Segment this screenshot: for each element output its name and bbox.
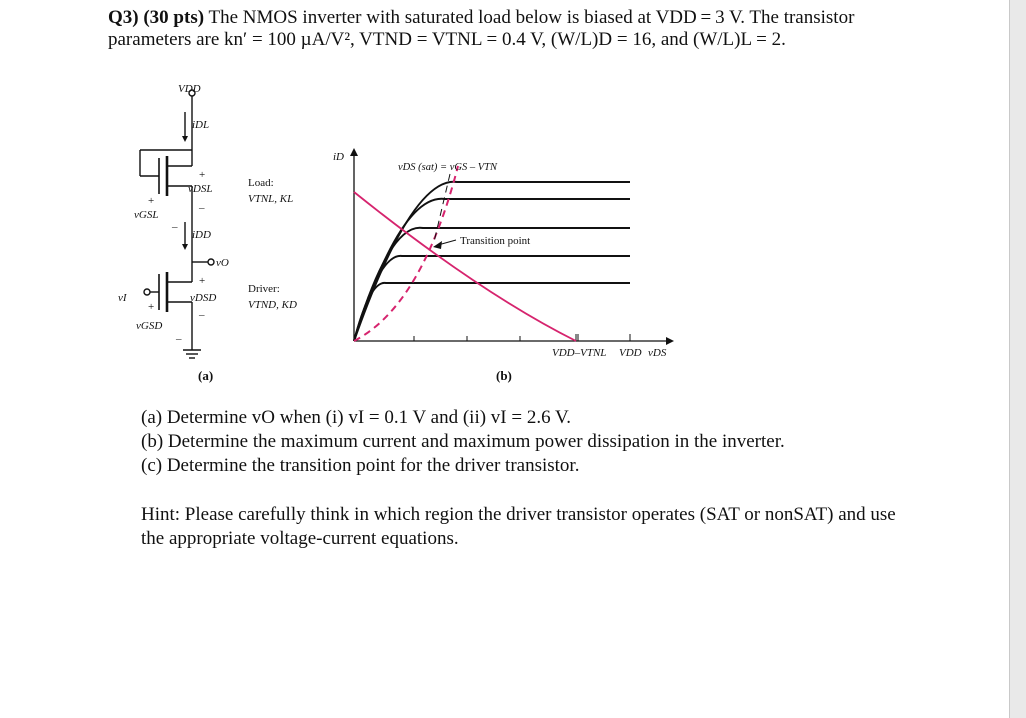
sat-label: vDS (sat) = vGS – VTN	[398, 162, 497, 173]
caption-b: (b)	[496, 368, 512, 383]
load-params: VTNL, KL	[248, 193, 294, 205]
vo-label: vO	[216, 257, 229, 269]
x-axis-label: vDS	[648, 347, 667, 359]
vdd-label: VDD	[178, 83, 201, 95]
vgsl-minus: –	[172, 221, 178, 233]
caption-a: (a)	[198, 368, 214, 383]
saturation-boundary	[354, 166, 458, 341]
idl-label: iDL	[192, 119, 210, 131]
vdsl-plus: +	[199, 169, 206, 181]
scrollbar[interactable]	[1010, 0, 1026, 718]
hint-text: Hint: Please carefully think in which region the driver transistor operates (SAT or nonSAT) and use the appropriate voltage-current equations.	[141, 504, 896, 549]
vi-label: vI	[118, 292, 127, 304]
x-axis-arrow-icon	[666, 337, 674, 345]
load-title: Load:	[248, 177, 274, 189]
y-axis-label: iD	[333, 151, 344, 163]
iv-plot	[333, 148, 674, 383]
tick-vdd-minus-vtnl: VDD–VTNL	[552, 347, 607, 359]
vdsd-label: vDSD	[190, 292, 217, 304]
vgsl-plus: +	[148, 195, 155, 207]
curve-2	[354, 256, 630, 341]
transition-label: Transition point	[460, 235, 531, 247]
driver-params: VTND, KD	[248, 299, 297, 311]
vgsd-minus: –	[176, 333, 182, 345]
curve-4	[354, 199, 630, 341]
vgsd-plus: +	[148, 301, 155, 313]
vdsd-plus: +	[199, 275, 206, 287]
transition-arrow-icon	[433, 241, 442, 249]
task-list	[141, 406, 785, 478]
tick-vdd: VDD	[619, 347, 642, 359]
idl-arrow-icon	[182, 136, 188, 142]
vi-terminal	[144, 289, 150, 295]
task-a: (a) Determine vO when (i) vI = 0.1 V and (ii) vI = 2.6 V.	[141, 407, 572, 428]
vdsd-minus: –	[199, 309, 205, 321]
vgsl-label: vGSL	[134, 209, 159, 221]
vo-terminal	[208, 259, 214, 265]
characteristic-curves	[354, 182, 630, 341]
load-line	[354, 192, 576, 341]
task-c: (c) Determine the transition point for the driver transistor.	[141, 455, 580, 476]
task-b: (b) Determine the maximum current and maximum power dissipation in the inverter.	[141, 431, 785, 452]
question-number: Q3) (30 pts)	[108, 7, 205, 28]
vdsl-label: vDSL	[188, 183, 213, 195]
vgsd-label: vGSD	[136, 320, 163, 332]
idd-label: iDD	[192, 229, 211, 241]
curve-5	[354, 182, 630, 341]
y-axis-arrow-icon	[350, 148, 358, 156]
vdsl-minus: –	[199, 202, 205, 214]
question-line-1: The NMOS inverter with saturated load below is biased at VDD = 3 V. The transistor	[208, 7, 855, 28]
question-text	[108, 7, 988, 51]
question-line-2: parameters are kn′ = 100 µA/V², VTND = VTNL = 0.4 V, (W/L)D = 16, and (W/L)L = 2.	[108, 29, 786, 50]
idd-arrow-icon	[182, 244, 188, 250]
driver-title: Driver:	[248, 283, 280, 295]
figure	[100, 78, 700, 390]
